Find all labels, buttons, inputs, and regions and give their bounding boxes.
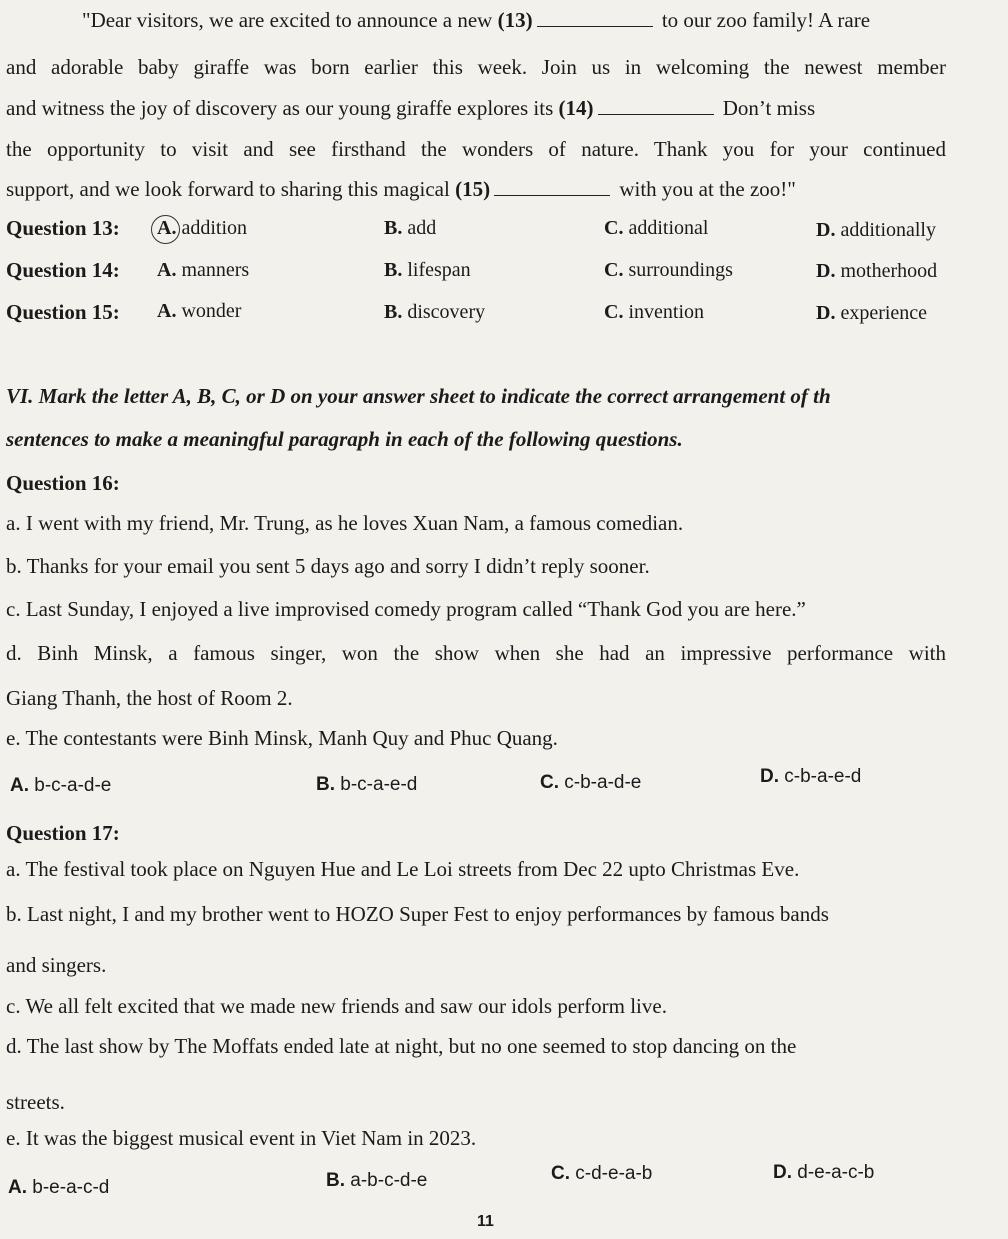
q16-sentence-d-line2: Giang Thanh, the host of Room 2. — [6, 686, 293, 710]
q17-option-b[interactable]: B. a-b-c-d-e — [326, 1170, 428, 1191]
passage-line-5 — [6, 177, 796, 202]
passage-text: "Dear visitors, we are excited to announce a new — [82, 8, 498, 32]
q17-sentence-c: c. We all felt excited that we made new friends and saw our idols perform live. — [6, 994, 667, 1018]
section-vi-instruction-1: VI. Mark the letter A, B, C, or D on your answer sheet to indicate the correct arrangement of th — [6, 384, 831, 408]
q14-option-b[interactable]: B. lifespan — [384, 259, 471, 281]
q13-option-a[interactable]: A. addition — [157, 217, 247, 239]
page-number: 11 — [477, 1213, 494, 1230]
q17-option-c[interactable]: C. c-d-e-a-b — [551, 1163, 653, 1184]
passage-line-1 — [82, 8, 870, 33]
blank-13 — [537, 25, 653, 27]
passage-text: Don’t miss — [717, 96, 816, 120]
q17-sentence-b-line1: b. Last night, I and my brother went to HOZO Super Fest to enjoy performances by famous bands — [6, 902, 829, 926]
passage-text: and witness the joy of discovery as our young giraffe explores its — [6, 96, 559, 120]
passage-line-4: the opportunity to visit and see firsthand the wonders of nature. Thank you for your continued — [6, 137, 946, 161]
passage-text: support, and we look forward to sharing this magical — [6, 177, 456, 201]
question-14-label: Question 14: — [6, 258, 120, 282]
q17-sentence-d-line2: streets. — [6, 1090, 65, 1114]
passage-line-3 — [6, 96, 815, 121]
question-17-label: Question 17: — [6, 821, 120, 845]
q15-option-a[interactable]: A. wonder — [157, 300, 242, 322]
blank-15 — [494, 194, 610, 196]
q16-sentence-a: a. I went with my friend, Mr. Trung, as he loves Xuan Nam, a famous comedian. — [6, 511, 684, 535]
q16-sentence-c: c. Last Sunday, I enjoyed a live improvised comedy program called “Thank God you are here.” — [6, 597, 806, 621]
question-15-label: Question 15: — [6, 300, 120, 324]
q17-sentence-d-line1: d. The last show by The Moffats ended late at night, but no one seemed to stop dancing on the — [6, 1034, 797, 1058]
q16-option-c[interactable]: C. c-b-a-d-e — [540, 772, 642, 793]
q14-option-a[interactable]: A. manners — [157, 259, 250, 281]
q16-option-b[interactable]: B. b-c-a-e-d — [316, 774, 418, 795]
q15-option-d[interactable]: D. experience — [816, 302, 928, 324]
blank-number-14: (14) — [558, 96, 594, 120]
passage-text: to our zoo family! A rare — [656, 8, 871, 32]
passage-text: with you at the zoo!" — [614, 177, 796, 201]
question-13-label: Question 13: — [6, 216, 120, 240]
q17-sentence-e: e. It was the biggest musical event in Viet Nam in 2023. — [6, 1126, 477, 1150]
q17-option-a[interactable]: A. b-e-a-c-d — [8, 1177, 110, 1198]
q16-sentence-b: b. Thanks for your email you sent 5 days ago and sorry I didn’t reply sooner. — [6, 554, 650, 578]
q17-option-d[interactable]: D. d-e-a-c-b — [773, 1162, 875, 1183]
blank-number-13: (13) — [497, 8, 533, 32]
q15-option-b[interactable]: B. discovery — [384, 301, 486, 323]
q17-sentence-b-line2: and singers. — [6, 953, 107, 977]
q13-option-b[interactable]: B. add — [384, 217, 437, 239]
q15-option-c[interactable]: C. invention — [604, 301, 704, 323]
section-vi-instruction-2: sentences to make a meaningful paragraph in each of the following questions. — [6, 427, 683, 451]
q16-option-d[interactable]: D. c-b-a-e-d — [760, 766, 862, 787]
passage-line-2: and adorable baby giraffe was born earlier this week. Join us in welcoming the newest member — [6, 55, 946, 79]
q16-sentence-e: e. The contestants were Binh Minsk, Manh Quy and Phuc Quang. — [6, 726, 558, 750]
blank-number-15: (15) — [455, 177, 491, 201]
q14-option-c[interactable]: C. surroundings — [604, 259, 733, 281]
q14-option-d[interactable]: D. motherhood — [816, 260, 938, 282]
answer-mark-circle — [151, 215, 180, 244]
blank-14 — [598, 113, 714, 115]
q13-option-d[interactable]: D. additionally — [816, 219, 936, 241]
q13-option-c[interactable]: C. additional — [604, 217, 709, 239]
q16-sentence-d-line1: d. Binh Minsk, a famous singer, won the show when she had an impressive performance with — [6, 641, 946, 665]
question-16-label: Question 16: — [6, 471, 120, 495]
q16-option-a[interactable]: A. b-c-a-d-e — [10, 775, 112, 796]
q17-sentence-a: a. The festival took place on Nguyen Hue and Le Loi streets from Dec 22 upto Christmas Eve. — [6, 857, 800, 881]
